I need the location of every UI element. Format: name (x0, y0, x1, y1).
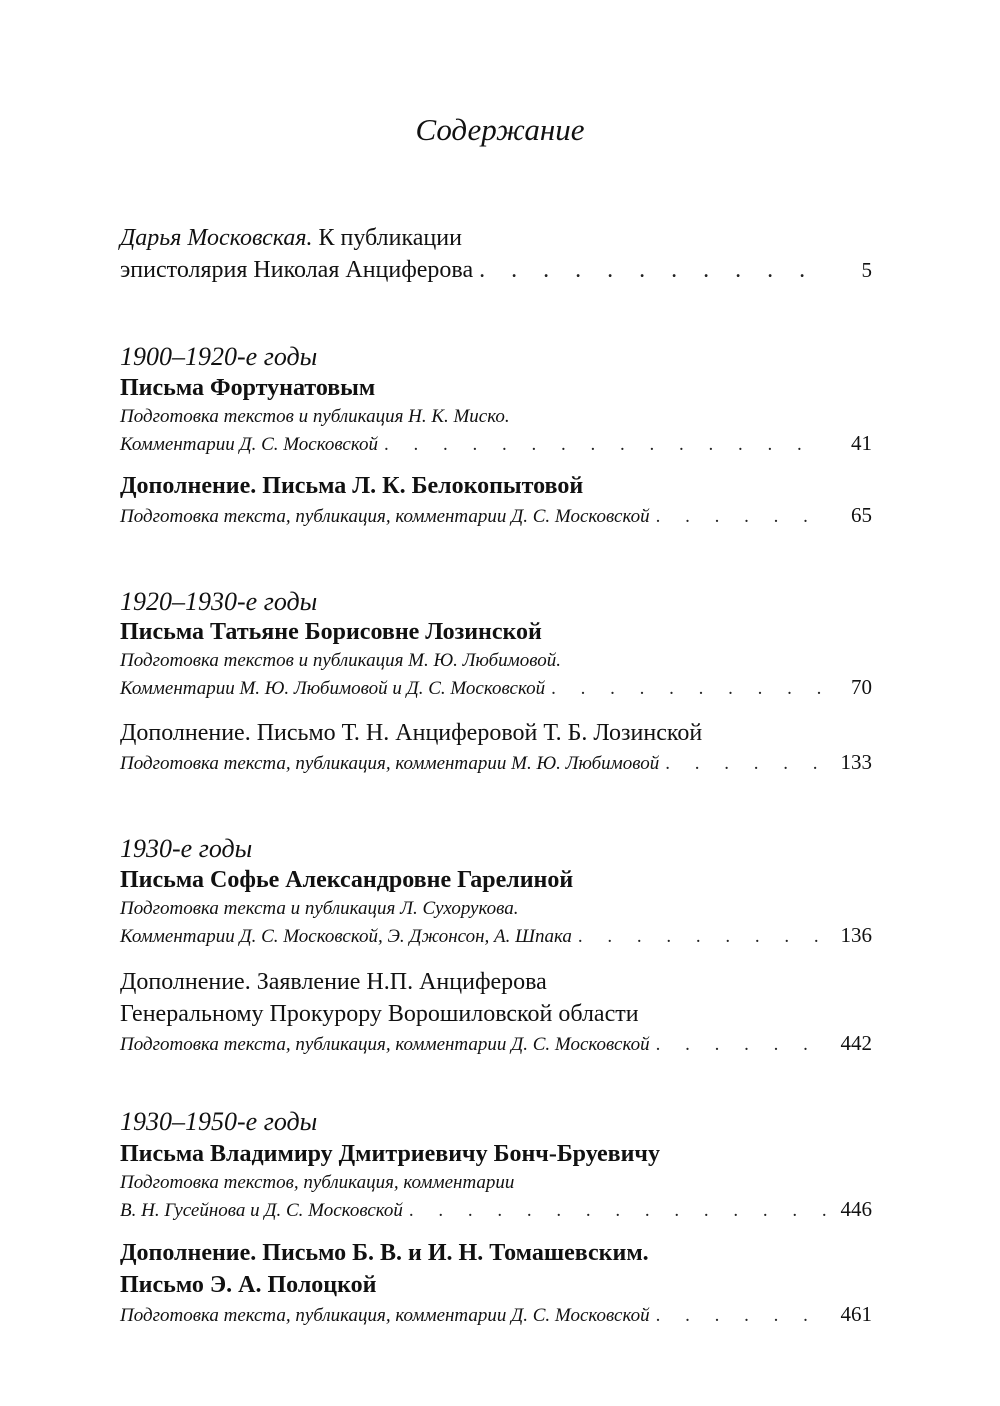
page-number: 65 (851, 503, 872, 527)
entry-credit-last (120, 674, 872, 702)
entry-credit-text: Подготовка текста, публикация, комментарии Д. С. Московской (120, 1305, 650, 1326)
toc-entry[interactable] (120, 1138, 872, 1224)
dot-leader (656, 504, 826, 530)
dot-leader (665, 751, 826, 777)
section-heading: 1900–1920-е годы (120, 342, 318, 371)
entry-title: Письма Владимиру Дмитриевичу Бонч-Бруевичу (120, 1141, 660, 1167)
toc-entry[interactable] (120, 470, 872, 530)
intro-line-2 (120, 254, 872, 286)
dot-leader (479, 254, 826, 286)
page-number: 70 (851, 675, 872, 699)
entry-title: Письма Фортунатовым (120, 375, 376, 401)
intro-title-line-2: эпистолярия Николая Анциферова (120, 257, 474, 283)
toc-entry[interactable] (120, 616, 872, 702)
toc-entry[interactable] (120, 864, 872, 950)
entry-credit: Подготовка текстов, публикация, комментарии (120, 1172, 515, 1193)
intro-entry[interactable] (120, 222, 872, 286)
page-number: 133 (840, 750, 872, 774)
entry-credit-last (120, 502, 872, 530)
intro-author: Дарья Московская. (120, 225, 313, 251)
entry-credit-text: Комментарии Д. С. Московской, Э. Джонсон, А. Шпака (120, 926, 572, 947)
entry-title: Дополнение. Письма Л. К. Белокопытовой (120, 473, 584, 499)
intro-title-line-1: К публикации (318, 225, 462, 251)
entry-title-continued: Генеральному Прокурору Ворошиловской области (120, 1001, 639, 1027)
toc-entry[interactable] (120, 1237, 872, 1329)
dot-leader (578, 924, 826, 950)
entry-credit-last (120, 922, 872, 950)
entry-credit-text: Подготовка текста, публикация, комментарии Д. С. Московской (120, 506, 650, 527)
entry-title: Дополнение. Письмо Б. В. и И. Н. Томашевским. (120, 1240, 649, 1266)
entry-credit-last (120, 1030, 872, 1058)
entry-credit: Подготовка текстов и публикация Н. К. Миско. (120, 406, 510, 427)
entry-credit: Подготовка текста и публикация Л. Сухорукова. (120, 898, 519, 919)
page-number: 136 (840, 923, 872, 947)
entry-credit-last (120, 1196, 872, 1224)
entry-credit-last (120, 1301, 872, 1329)
toc-entry[interactable] (120, 717, 872, 777)
page-title: Содержание (415, 112, 585, 147)
entry-title: Дополнение. Письмо Т. Н. Анциферовой Т. Б. Лозинской (120, 720, 703, 746)
page-number: 5 (861, 258, 872, 282)
dot-leader (409, 1198, 826, 1224)
toc-entry[interactable] (120, 966, 872, 1058)
page-number: 446 (840, 1197, 872, 1221)
dot-leader (656, 1032, 826, 1058)
dot-leader (384, 432, 826, 458)
page-number: 461 (840, 1302, 872, 1326)
entry-title: Письма Софье Александровне Гарелиной (120, 867, 574, 893)
entry-credit-text: Комментарии Д. С. Московской (120, 434, 378, 455)
entry-credit-last (120, 749, 872, 777)
entry-title: Дополнение. Заявление Н.П. Анциферова (120, 969, 547, 995)
page-number: 442 (840, 1031, 872, 1055)
entry-credit-text: Подготовка текста, публикация, комментарии М. Ю. Любимовой (120, 753, 660, 774)
section-heading: 1920–1930-е годы (120, 587, 318, 616)
dot-leader (551, 676, 826, 702)
entry-credit-text: Подготовка текста, публикация, комментарии Д. С. Московской (120, 1034, 650, 1055)
entry-credit-text: Комментарии М. Ю. Любимовой и Д. С. Московской (120, 678, 546, 699)
page-number: 41 (851, 431, 872, 455)
entry-credit-text: В. Н. Гусейнова и Д. С. Московской (120, 1200, 403, 1221)
toc-entry[interactable] (120, 372, 872, 458)
entry-credit: Подготовка текстов и публикация М. Ю. Любимовой. (120, 650, 562, 671)
section-heading: 1930–1950-е годы (120, 1107, 318, 1136)
intro-line-1 (120, 222, 872, 254)
entry-credit-last (120, 430, 872, 458)
dot-leader (656, 1303, 826, 1329)
entry-title-continued: Письмо Э. А. Полоцкой (120, 1272, 377, 1298)
entry-title: Письма Татьяне Борисовне Лозинской (120, 619, 542, 645)
section-heading: 1930-е годы (120, 834, 253, 863)
